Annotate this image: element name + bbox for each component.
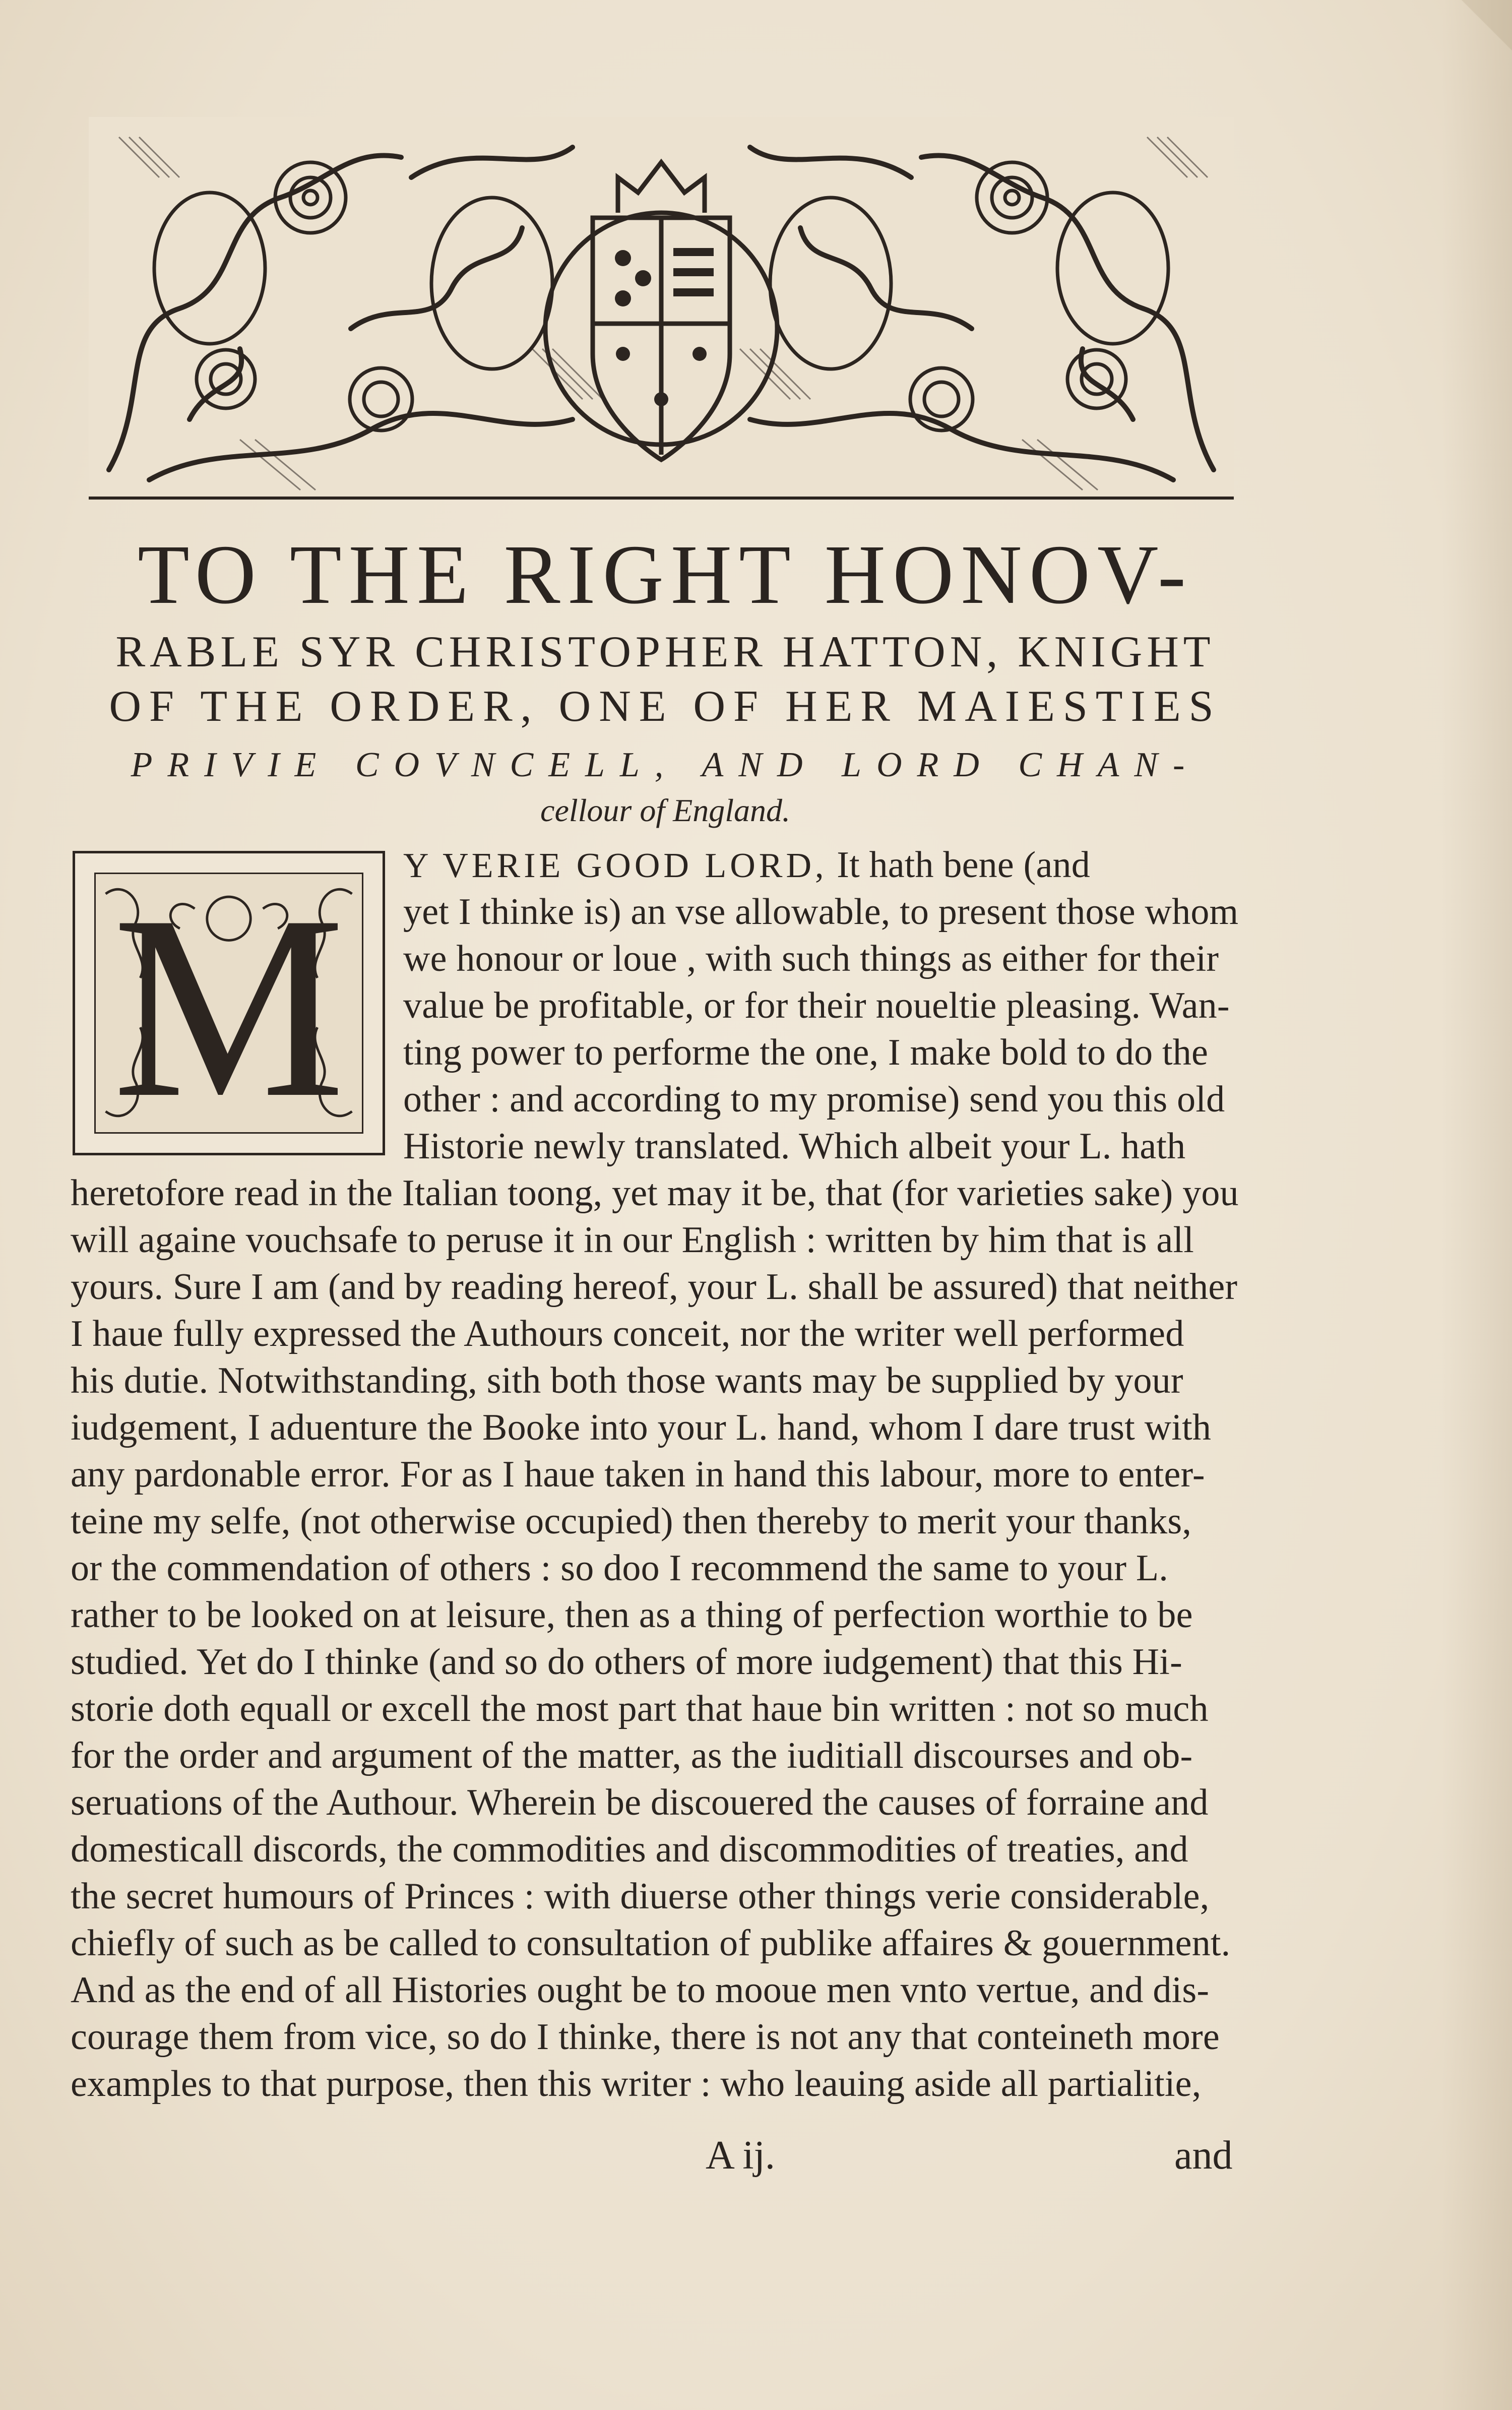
body-line: other : and according to my promise) send you this old [403, 1079, 1225, 1120]
title-line-3: OF THE ORDER, ONE OF HER MAIESTIES [109, 682, 1222, 731]
body-line: seruations of the Authour. Wherein be discouered the causes of forraine and [71, 1782, 1209, 1823]
headpiece-woodcut [89, 117, 1234, 496]
headpiece-rule [89, 497, 1234, 500]
title-line-4: PRIVIE COVNCELL, AND LORD CHAN- [131, 746, 1200, 784]
body-line: value be profitable, or for their noueltie pleasing. Wan- [403, 985, 1230, 1026]
body-line: I haue fully expressed the Authours conceit, nor the writer well performed [71, 1313, 1184, 1354]
body-line: domesticall discords, the commodities and discommodities of treaties, and [71, 1829, 1188, 1870]
title-line-1: TO THE RIGHT HONOV- [138, 528, 1193, 622]
body-line: his dutie. Notwithstanding, sith both those wants may be supplied by your [71, 1360, 1183, 1401]
body-line: Historie newly translated. Which albeit your L. hath [403, 1126, 1186, 1167]
body-line: the secret humours of Princes : with diuerse other things verie considerable, [71, 1876, 1210, 1917]
body-line-text: It hath bene (and [827, 844, 1090, 886]
body-line: heretofore read in the Italian toong, yet may it be, that (for varieties sake) you [71, 1172, 1239, 1214]
dedication-title [76, 524, 1255, 832]
body-line: storie doth equall or excell the most part that haue bin written : not so much [71, 1688, 1209, 1729]
body-line: And as the end of all Histories ought be to mooue men vnto vertue, and dis- [71, 1969, 1210, 2011]
title-line-5: cellour of England. [540, 792, 790, 828]
body-line: ting power to performe the one, I make bold to do the [403, 1032, 1209, 1073]
body-line: chiefly of such as be called to consultation of publike affaires & gouernment. [71, 1923, 1231, 1964]
body-line: examples to that purpose, then this writer : who leauing aside all partialitie, [71, 2063, 1202, 2105]
headpiece-ornament-icon [89, 117, 1234, 496]
body-line: will againe vouchsafe to peruse it in our English : written by him that is all [71, 1219, 1194, 1261]
signature-mark: A ij. [706, 2133, 775, 2178]
decorated-initial [73, 851, 385, 1155]
title-line-2: RABLE SYR CHRISTOPHER HATTON, KNIGHT [115, 628, 1215, 676]
body-line: or the commendation of others : so doo I recommend the same to your L. [71, 1548, 1168, 1589]
body-line: iudgement, I aduenture the Booke into your L. hand, whom I dare trust with [71, 1407, 1212, 1448]
body-line: courage them from vice, so do I thinke, there is not any that conteineth more [71, 2016, 1220, 2058]
opening-words: Y VERIE GOOD LORD, [403, 846, 828, 885]
initial-letter: M [112, 862, 346, 1152]
body-line: studied. Yet do I thinke (and so do others of more iudgement) that this Hi- [71, 1641, 1182, 1683]
initial-frame [94, 862, 363, 1152]
body-line: for the order and argument of the matter, as the iuditiall discourses and ob- [71, 1735, 1193, 1776]
body-line: any pardonable error. For as I haue taken in hand this labour, more to enter- [71, 1454, 1205, 1495]
body-line: rather to be looked on at leisure, then as a thing of perfection worthie to be [71, 1594, 1193, 1636]
body-line: yours. Sure I am (and by reading hereof, your L. shall be assured) that neither [71, 1266, 1238, 1308]
page-corner [1457, 0, 1512, 55]
body-line [403, 842, 1310, 888]
body-line: teine my selfe, (not otherwise occupied) then thereby to merit your thanks, [71, 1501, 1192, 1542]
catchword: and [1174, 2133, 1233, 2178]
body-line: we honour or loue , with such things as either for their [403, 938, 1219, 979]
body-line: yet I thinke is) an vse allowable, to present those whom [403, 891, 1239, 933]
